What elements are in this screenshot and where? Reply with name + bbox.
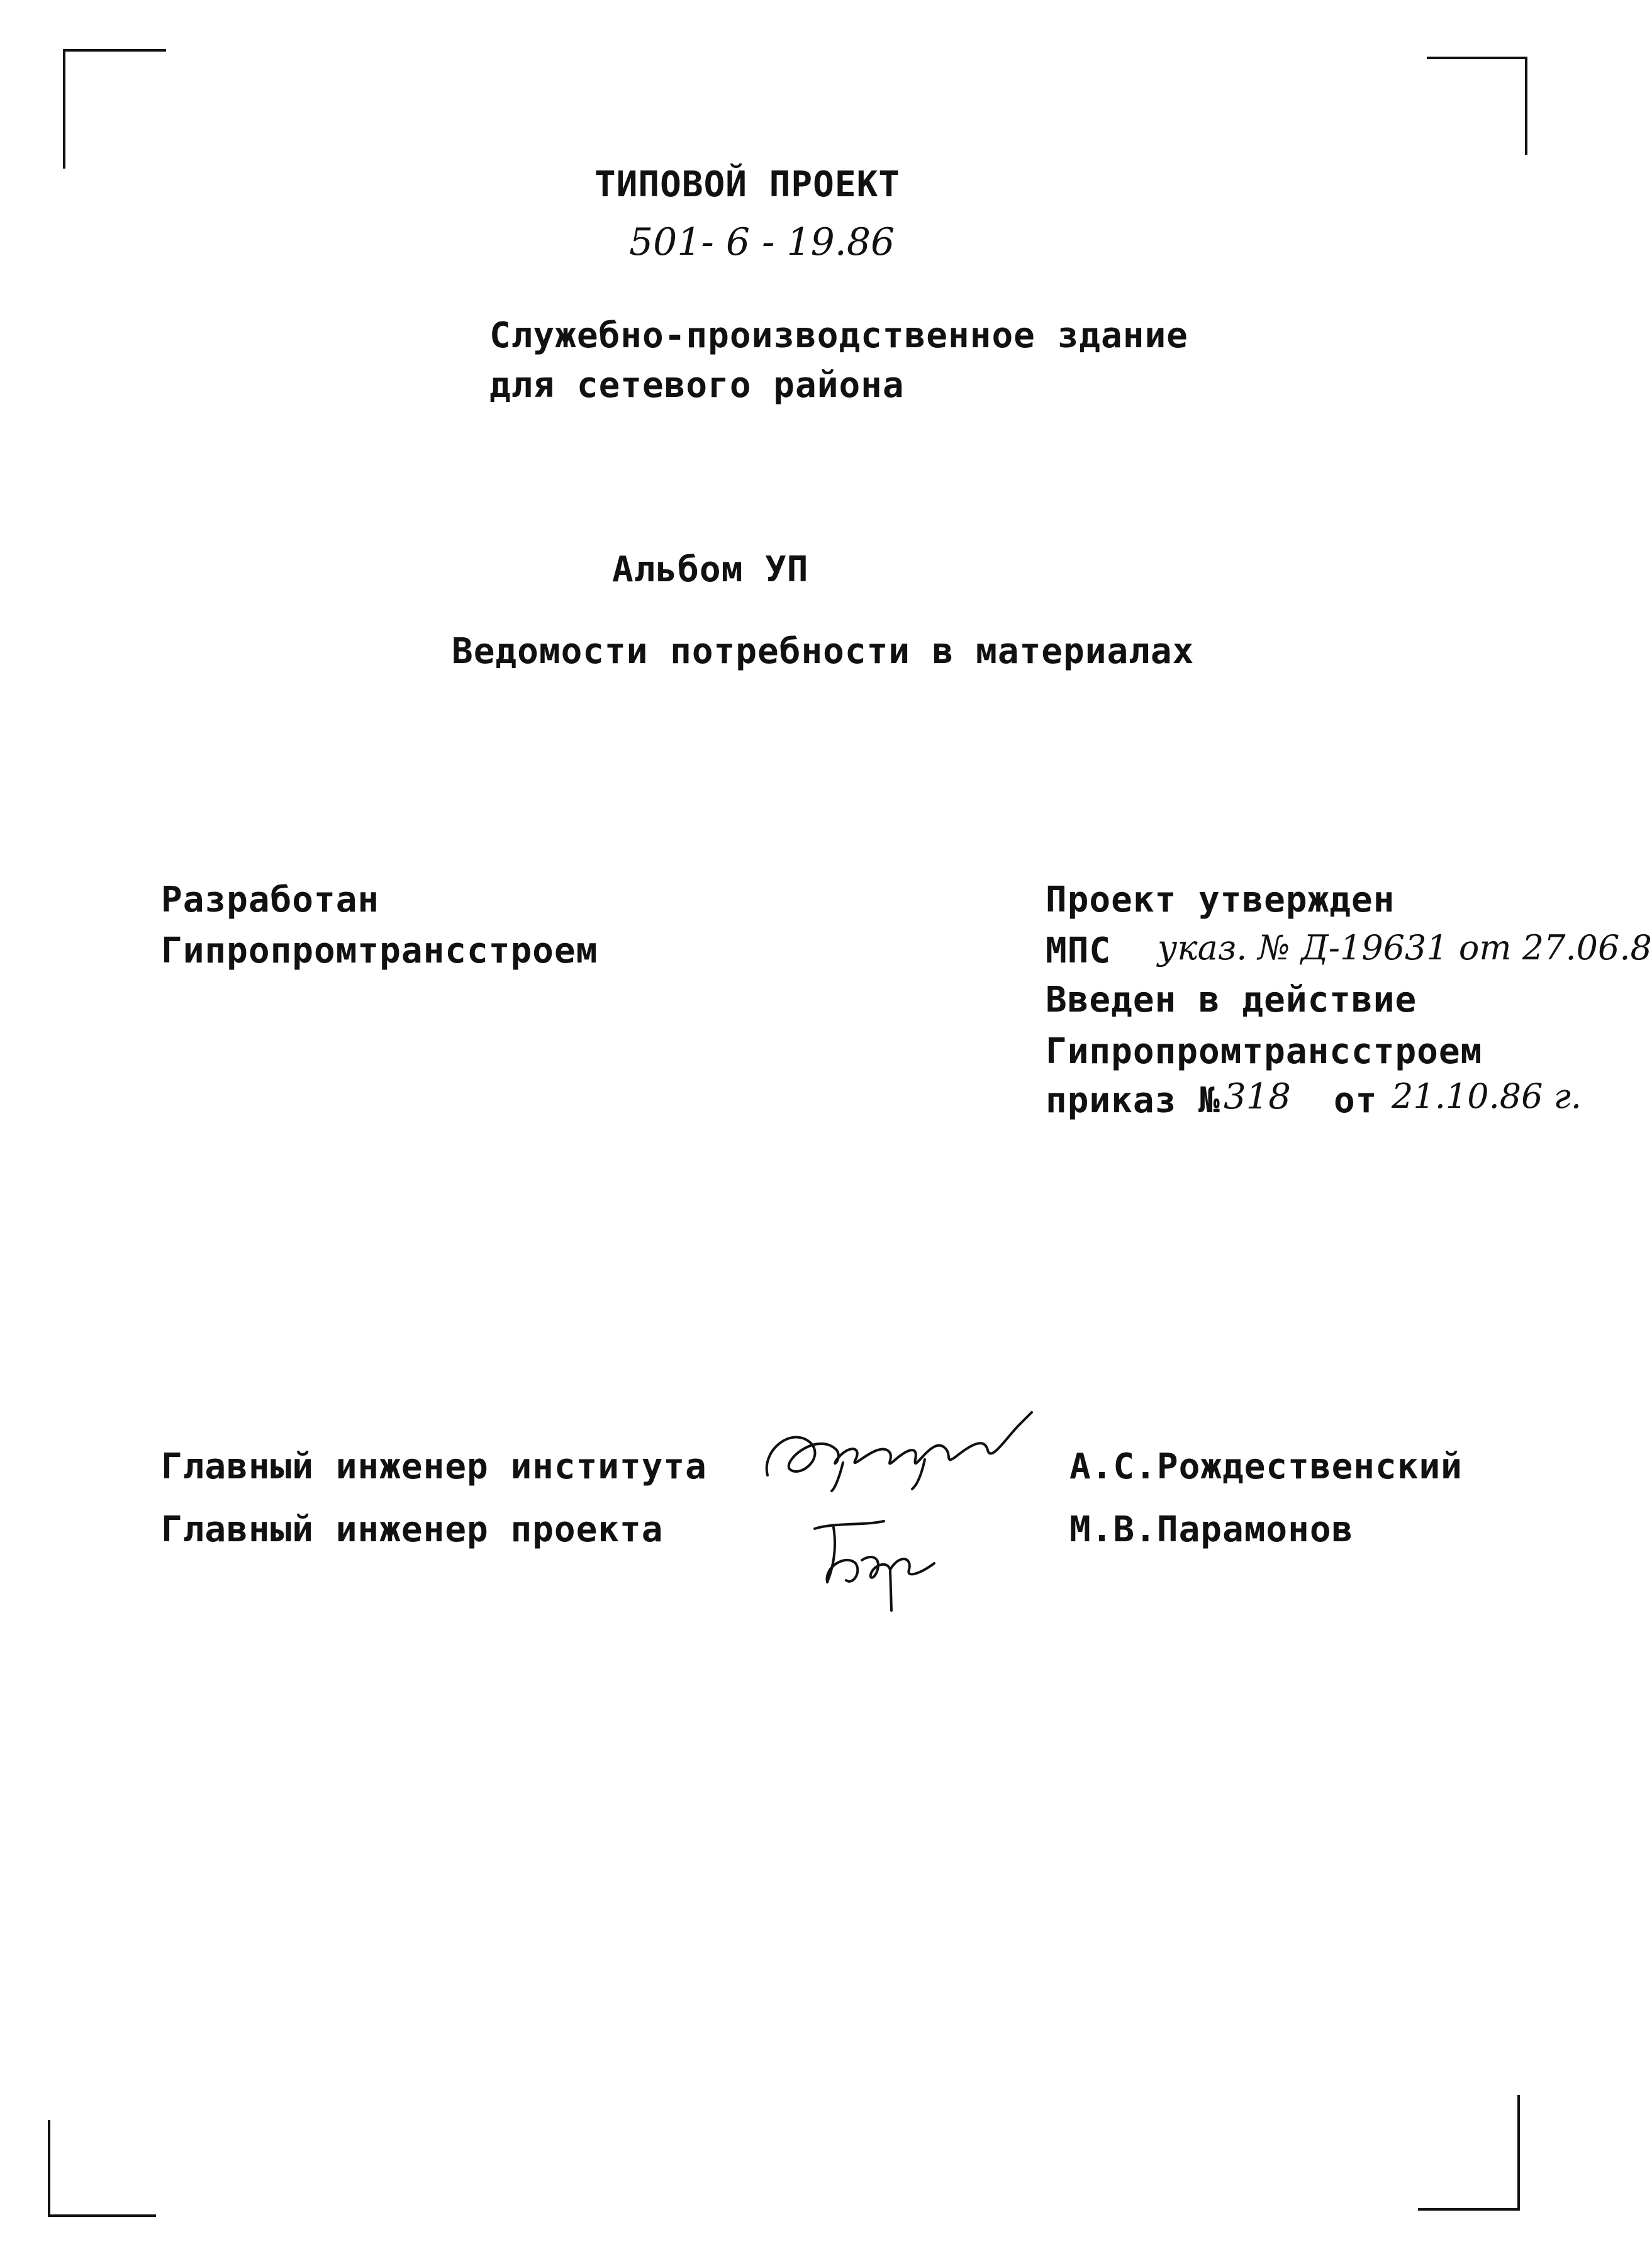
corner-mark-bottom-right bbox=[1418, 2095, 1520, 2211]
approval-ministry: МПС bbox=[1046, 930, 1112, 971]
approval-decree: указ. № Д-19631 от 27.06.8 bbox=[1158, 928, 1652, 968]
developed-by-label: Разработан bbox=[161, 879, 380, 920]
object-name-line2: для сетевого района bbox=[489, 365, 905, 406]
album-subject: Ведомости потребности в материалах bbox=[452, 631, 1195, 672]
developed-by-org: Гипропромтрансстроем bbox=[161, 930, 598, 971]
approval-order-number: 318 bbox=[1224, 1076, 1291, 1117]
signature-chief-engineer-institute bbox=[755, 1400, 1044, 1494]
approval-line4: Гипропромтрансстроем bbox=[1046, 1031, 1483, 1072]
signature-role: Главный инженер проекта bbox=[161, 1509, 664, 1550]
signatory-name: А.С.Рождественский bbox=[1069, 1446, 1463, 1487]
approval-line1: Проект утвержден bbox=[1046, 879, 1395, 920]
corner-mark-bottom-left bbox=[48, 2120, 156, 2217]
signatory-name: М.В.Парамонов bbox=[1069, 1509, 1354, 1550]
approval-order-from: от bbox=[1334, 1080, 1378, 1121]
approval-line3: Введен в действие bbox=[1046, 980, 1417, 1020]
corner-mark-top-left bbox=[63, 49, 166, 169]
document-title: ТИПОВОЙ ПРОЕКТ bbox=[594, 164, 901, 205]
approval-order-date: 21.10.86 г. bbox=[1392, 1076, 1582, 1116]
approval-order-label: приказ № bbox=[1046, 1080, 1220, 1121]
album-label: Альбом УП bbox=[612, 549, 809, 590]
corner-mark-top-right bbox=[1427, 57, 1527, 155]
signature-chief-engineer-project bbox=[808, 1510, 947, 1610]
object-name-line1: Служебно-производственное здание bbox=[489, 315, 1188, 356]
project-number: 501- 6 - 19.86 bbox=[629, 220, 895, 264]
signature-role: Главный инженер института bbox=[161, 1446, 707, 1487]
